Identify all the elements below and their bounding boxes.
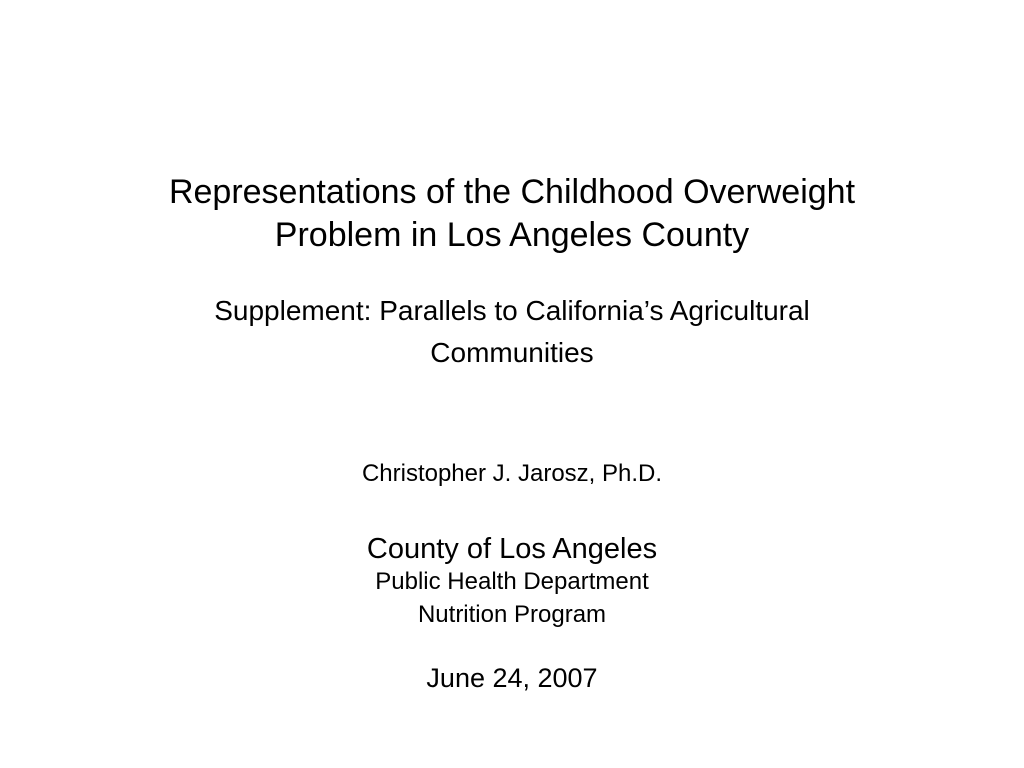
organization-name: County of Los Angeles (366, 533, 658, 565)
department-line-1: Public Health Department (375, 568, 649, 595)
slide-title-line-1: Representations of the Childhood Overweight (168, 173, 856, 211)
presentation-date: June 24, 2007 (426, 663, 598, 693)
department-line-2: Nutrition Program (417, 601, 607, 628)
slide-title-line-2: Problem in Los Angeles County (274, 216, 750, 254)
author-name: Christopher J. Jarosz, Ph.D. (361, 460, 663, 487)
supplement-line-2: Communities (430, 337, 594, 368)
supplement-line-1: Supplement: Parallels to California’s Agricultural (214, 295, 810, 326)
